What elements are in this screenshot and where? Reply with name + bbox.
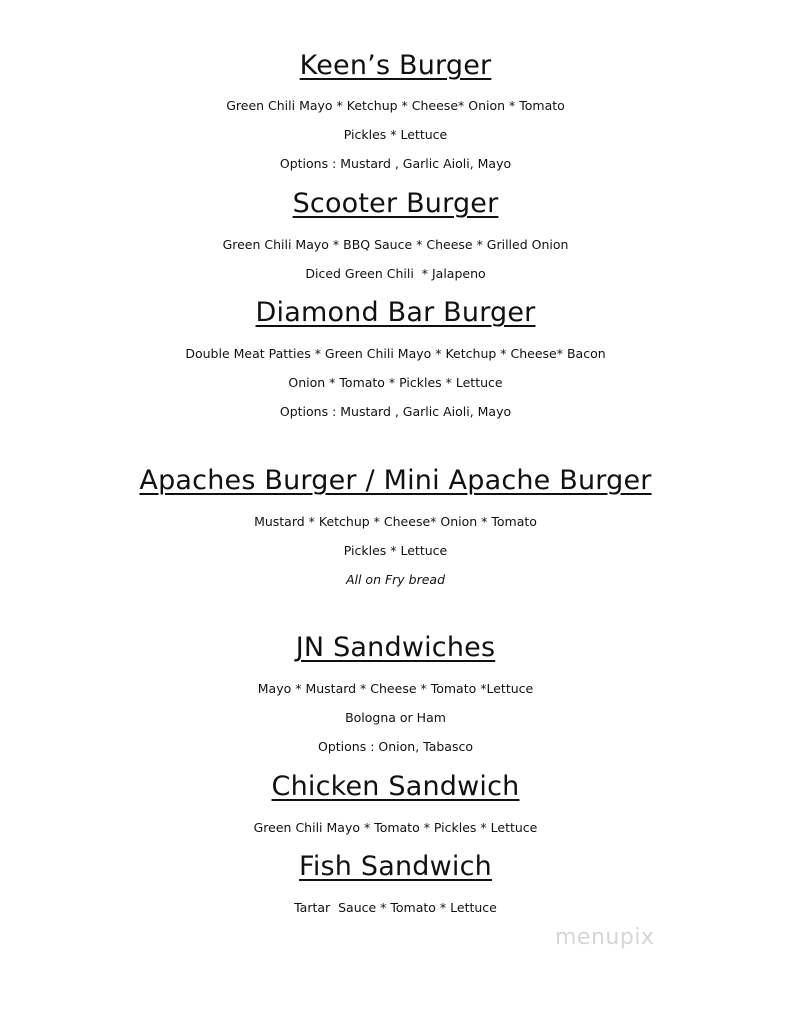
section-line: Green Chili Mayo * BBQ Sauce * Cheese * Grilled Onion <box>222 237 569 252</box>
section-options: Options : Mustard , Garlic Aioli, Mayo <box>279 156 512 171</box>
section-title-jn-sandwiches: JN Sandwiches <box>295 632 496 663</box>
section-title-fish-sandwich: Fish Sandwich <box>299 851 492 882</box>
section-line: Mustard * Ketchup * Cheese* Onion * Tomato <box>254 514 537 529</box>
section-line: Green Chili Mayo * Tomato * Pickles * Lettuce <box>253 820 538 835</box>
section-title-scooter-burger: Scooter Burger <box>292 188 499 219</box>
section-line: Pickles * Lettuce <box>343 543 448 558</box>
section-title-chicken-sandwich: Chicken Sandwich <box>271 771 520 802</box>
watermark-logo: menupix <box>555 925 655 950</box>
section-line: Green Chili Mayo * Ketchup * Cheese* Onion * Tomato <box>226 98 565 113</box>
section-title-apaches-burger: Apaches Burger / Mini Apache Burger <box>139 465 652 496</box>
section-line: Double Meat Patties * Green Chili Mayo * Ketchup * Cheese* Bacon <box>185 346 606 361</box>
section-options: Options : Mustard , Garlic Aioli, Mayo <box>279 404 512 419</box>
section-line: Onion * Tomato * Pickles * Lettuce <box>288 375 503 390</box>
section-line: Diced Green Chili * Jalapeno <box>305 266 486 281</box>
section-title-keens-burger: Keen’s Burger <box>299 50 492 81</box>
section-note: All on Fry bread <box>345 572 446 587</box>
section-title-diamond-bar-burger: Diamond Bar Burger <box>255 297 536 328</box>
section-line: Pickles * Lettuce <box>343 127 448 142</box>
section-options: Options : Onion, Tabasco <box>318 739 473 754</box>
section-line: Tartar Sauce * Tomato * Lettuce <box>294 900 497 915</box>
section-line: Bologna or Ham <box>345 710 446 725</box>
section-line: Mayo * Mustard * Cheese * Tomato *Lettuce <box>257 681 534 696</box>
